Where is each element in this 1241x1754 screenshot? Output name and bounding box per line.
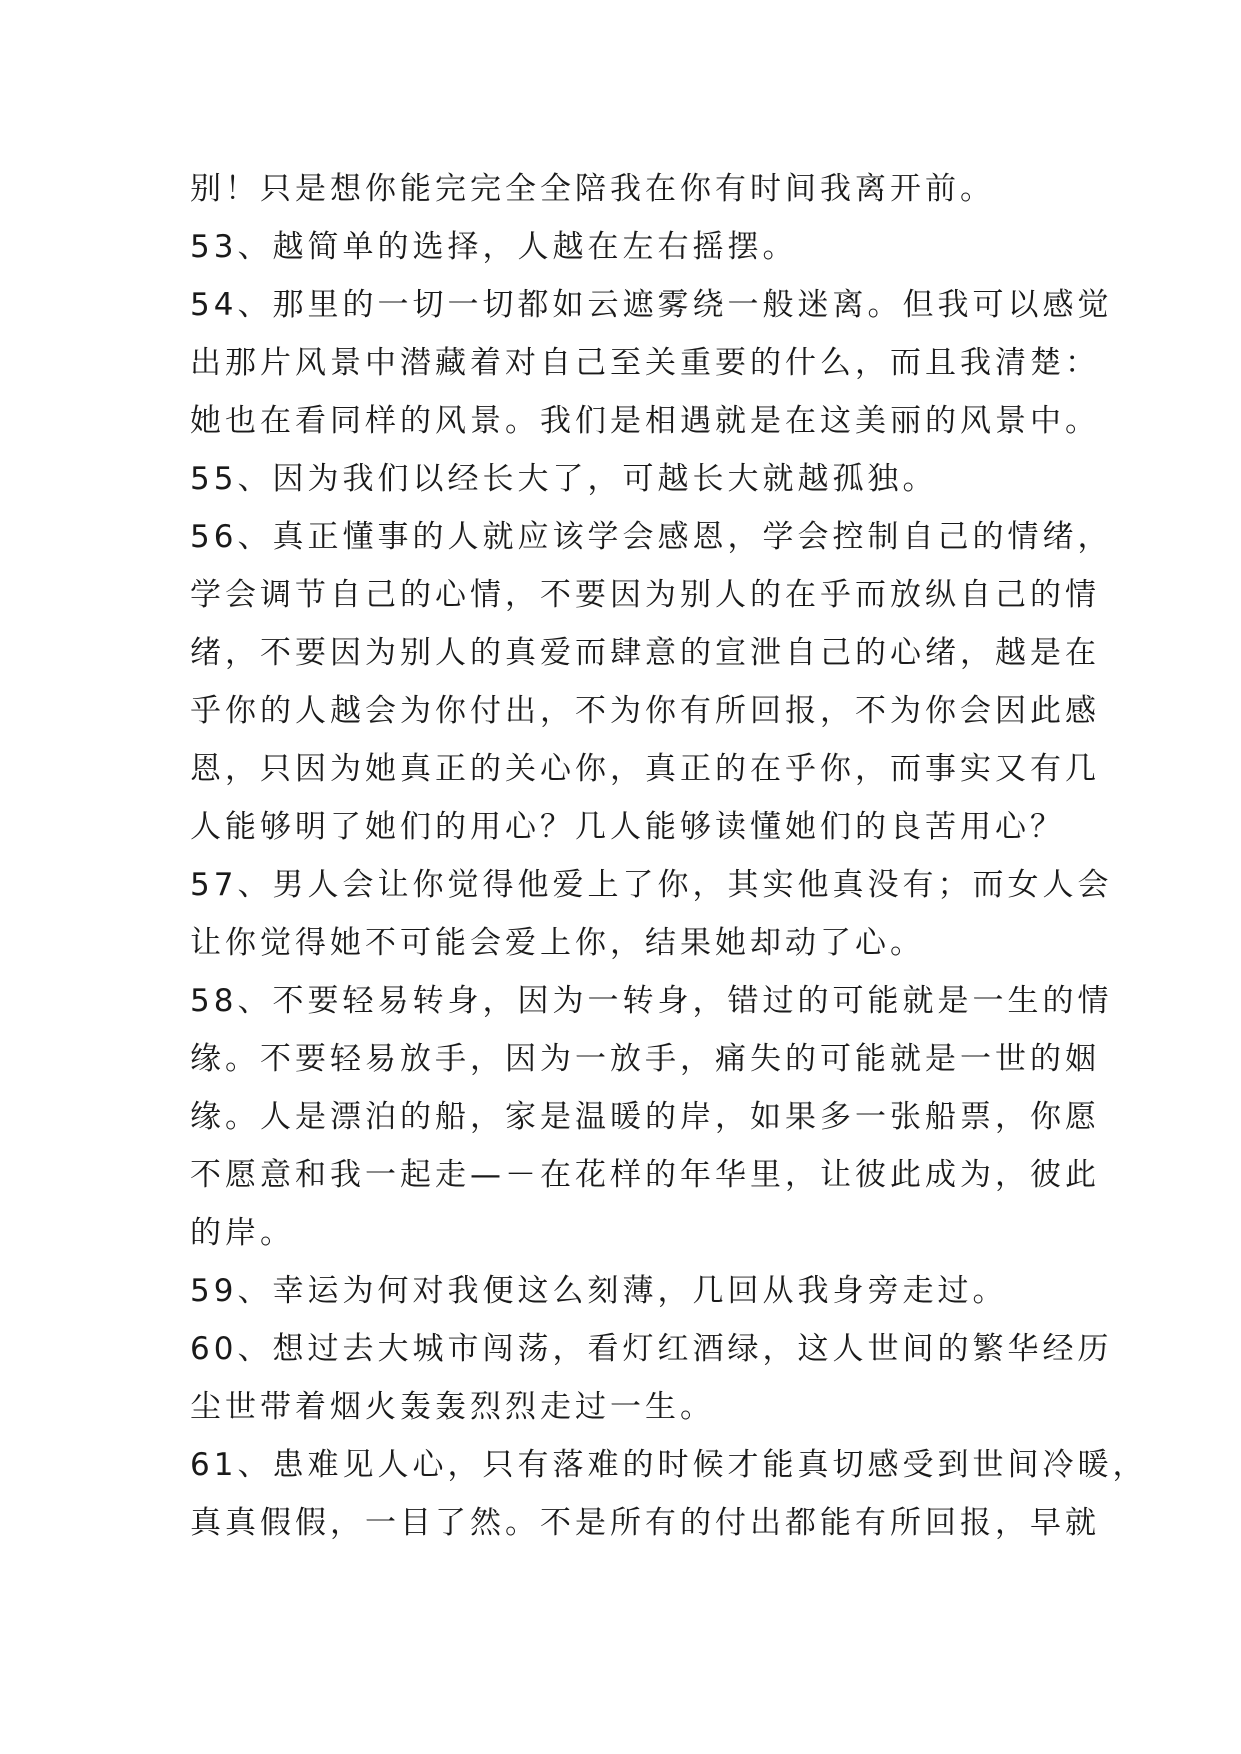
text-line: 人能够明了她们的用心？几人能够读懂她们的良苦用心？	[190, 809, 1065, 845]
text-line: 58、不要轻易转身，因为一转身，错过的可能就是一生的情	[190, 983, 1113, 1019]
text-line: 恩，只因为她真正的关心你，真正的在乎你，而事实又有几	[190, 751, 1100, 787]
text-line: 让你觉得她不可能会爱上你，结果她却动了心。	[190, 925, 925, 961]
text-line: 缘。不要轻易放手，因为一放手，痛失的可能就是一世的姻	[190, 1041, 1100, 1077]
text-line: 尘世带着烟火轰轰烈烈走过一生。	[190, 1389, 715, 1425]
text-line: 真真假假，一目了然。不是所有的付出都能有所回报，早就	[190, 1505, 1100, 1541]
text-line: 61、患难见人心，只有落难的时候才能真切感受到世间冷暖，	[190, 1447, 1148, 1483]
text-line: 学会调节自己的心情，不要因为别人的在乎而放纵自己的情	[190, 577, 1100, 613]
text-line: 不愿意和我一起走—－在花样的年华里，让彼此成为，彼此	[190, 1157, 1100, 1193]
text-line: 59、幸运为何对我便这么刻薄，几回从我身旁走过。	[190, 1273, 1008, 1309]
text-line: 54、那里的一切一切都如云遮雾绕一般迷离。但我可以感觉	[190, 287, 1113, 323]
text-line: 56、真正懂事的人就应该学会感恩，学会控制自己的情绪，	[190, 519, 1113, 555]
text-line: 乎你的人越会为你付出，不为你有所回报，不为你会因此感	[190, 693, 1100, 729]
text-line: 缘。人是漂泊的船，家是温暖的岸，如果多一张船票，你愿	[190, 1099, 1100, 1135]
text-line: 的岸。	[190, 1215, 295, 1251]
text-line: 57、男人会让你觉得他爱上了你，其实他真没有；而女人会	[190, 867, 1113, 903]
text-line: 55、因为我们以经长大了，可越长大就越孤独。	[190, 461, 938, 497]
document-body	[190, 160, 1148, 1552]
text-line: 出那片风景中潜藏着对自己至关重要的什么，而且我清楚：	[190, 345, 1100, 381]
text-line: 别！只是想你能完完全全陪我在你有时间我离开前。	[190, 171, 995, 207]
text-line: 53、越简单的选择，人越在左右摇摆。	[190, 229, 798, 265]
text-line: 60、想过去大城市闯荡，看灯红酒绿，这人世间的繁华经历	[190, 1331, 1113, 1367]
text-line: 她也在看同样的风景。我们是相遇就是在这美丽的风景中。	[190, 403, 1100, 439]
text-line: 绪，不要因为别人的真爱而肆意的宣泄自己的心绪，越是在	[190, 635, 1100, 671]
